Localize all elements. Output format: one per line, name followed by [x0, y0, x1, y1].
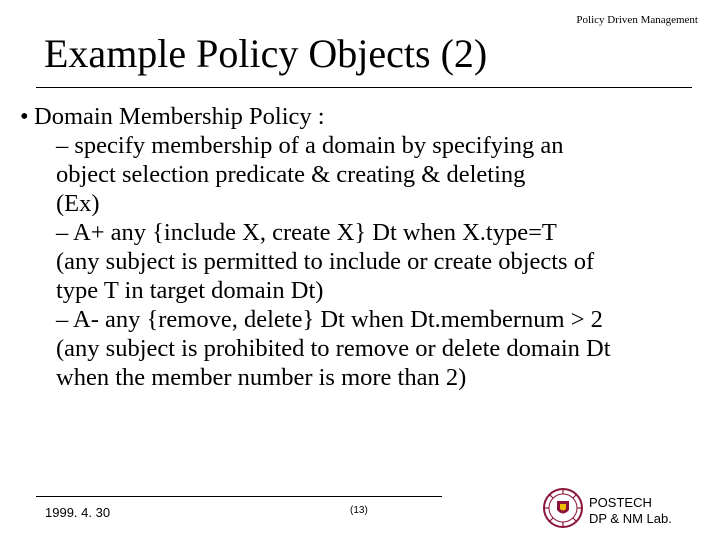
body-line: – specify membership of a domain by specifying an — [56, 132, 564, 159]
bullet-icon: • — [20, 103, 29, 130]
body-line: (any subject is prohibited to remove or delete domain Dt — [56, 335, 611, 362]
footer-rule-mid — [284, 496, 442, 497]
bullet-text: Domain Membership Policy : — [34, 103, 325, 130]
body-line: when the member number is more than 2) — [56, 364, 467, 391]
footer-page-number: (13) — [350, 505, 368, 516]
slide-body — [20, 102, 710, 392]
org-line-2: DP & NM Lab. — [589, 511, 672, 526]
body-line: type T in target domain Dt) — [56, 277, 324, 304]
body-line: – A- any {remove, delete} Dt when Dt.membernum > 2 — [56, 306, 603, 333]
footer-date: 1999. 4. 30 — [45, 505, 111, 520]
org-line-1: POSTECH — [589, 495, 652, 510]
body-line: object selection predicate & creating & deleting — [56, 161, 526, 188]
title-divider — [36, 87, 692, 88]
page-title: Example Policy Objects (2) — [44, 31, 488, 76]
body-line: – A+ any {include X, create X} Dt when X.type=T — [56, 219, 557, 246]
body-line: (Ex) — [56, 190, 100, 217]
university-logo-icon — [543, 488, 583, 528]
header-note: Policy Driven Management — [576, 14, 698, 26]
bullet-item — [20, 102, 710, 131]
footer-rule-left — [36, 496, 284, 497]
organization-name — [589, 495, 672, 527]
body-line: (any subject is permitted to include or create objects of — [56, 248, 595, 275]
